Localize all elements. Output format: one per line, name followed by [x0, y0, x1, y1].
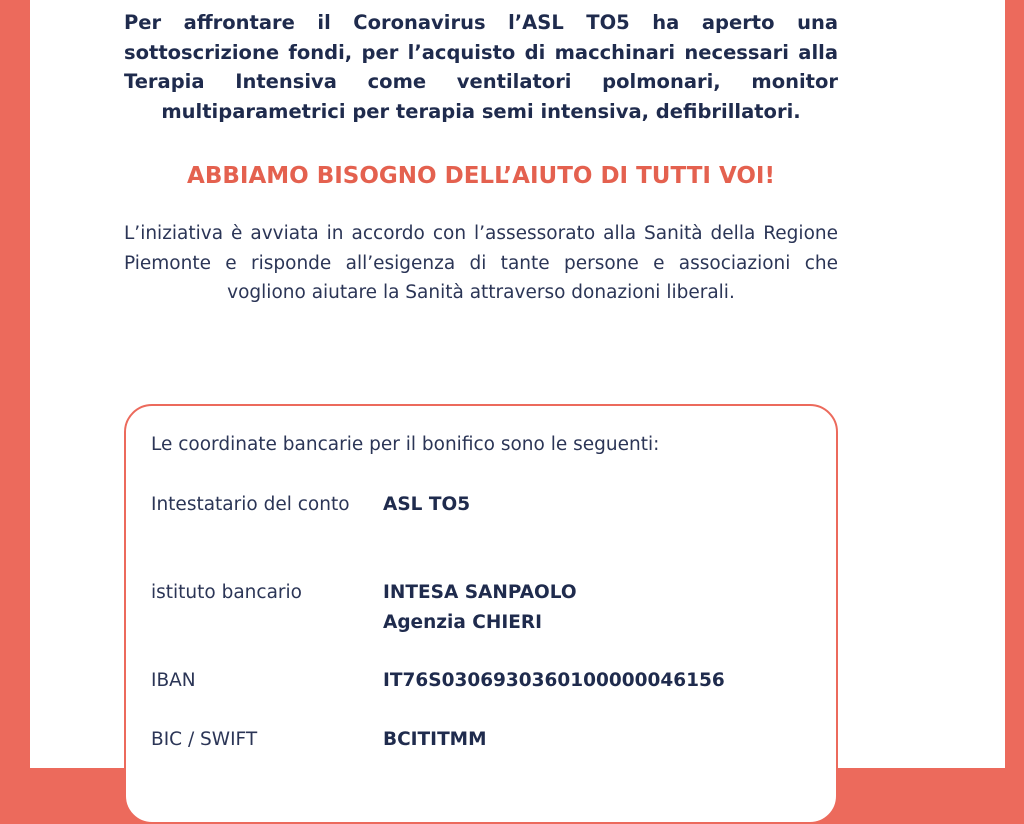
iban-value: [383, 666, 813, 696]
iban-label: IBAN: [151, 670, 196, 691]
bank-institute-value: [383, 578, 813, 638]
account-holder-label: Intestatario del conto: [151, 494, 350, 515]
bank-details-intro: Le coordinate bancarie per il bonifico sono le seguenti:: [151, 434, 660, 455]
bic-swift-value: [383, 725, 813, 755]
initiative-paragraph: L’iniziativa è avviata in accordo con l’assessorato alla Sanità della Regione Piemonte e risponde all’esigenza di tante persone e associazioni che vogliono aiutare la Sanità attraverso donazioni liberali.: [124, 223, 838, 303]
main-content: [124, 8, 838, 308]
bank-branch: Agenzia CHIERI: [383, 612, 543, 633]
bank-institute-label: istituto bancario: [151, 582, 302, 603]
bic-swift-code: BCITITMM: [383, 729, 487, 750]
iban-code: IT76S0306930360100000046156: [383, 670, 725, 691]
account-holder-value-line: ASL TO5: [383, 494, 471, 515]
bank-details-box: [124, 404, 838, 824]
intro-paragraph: Per affrontare il Coronavirus l’ASL TO5 ha aperto una sottoscrizione fondi, per l’acquisto di macchinari necessari alla Terapia Intensiva come ventilatori polmonari, monitor multiparametrici per terapia semi intensiva, defibrillatori.: [124, 11, 838, 123]
bic-swift-label: BIC / SWIFT: [151, 729, 258, 750]
account-holder-value: [383, 490, 813, 520]
bank-name: INTESA SANPAOLO: [383, 582, 577, 603]
headline: ABBIAMO BISOGNO DELL’AIUTO DI TUTTI VOI!: [187, 163, 775, 189]
